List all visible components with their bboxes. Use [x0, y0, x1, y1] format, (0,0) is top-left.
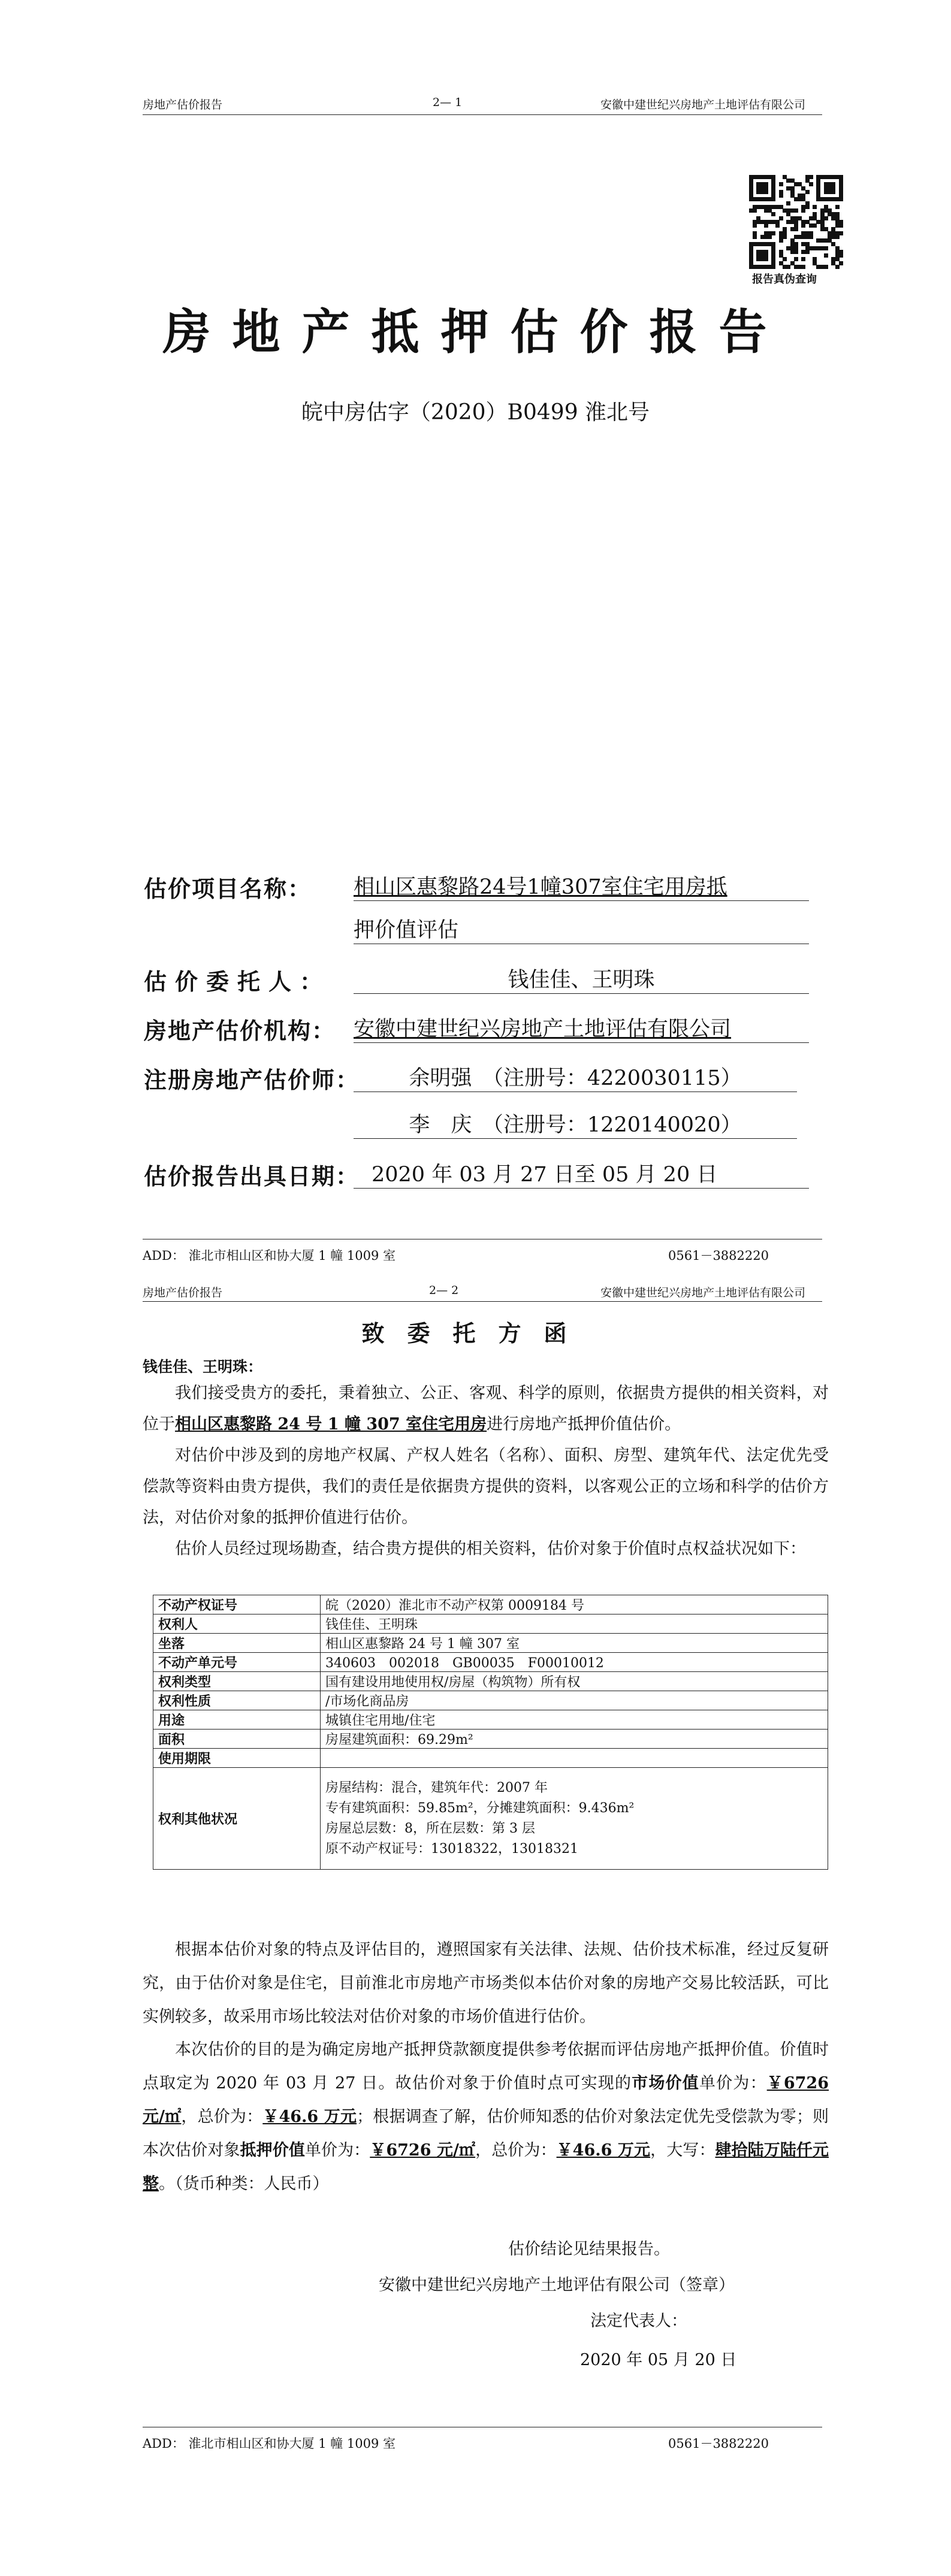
table-row — [153, 1749, 828, 1768]
table-row — [153, 1595, 828, 1614]
paragraph-3: 估价人员经过现场勘查，结合贵方提供的相关资料，估价对象于价值时点权益状况如下： — [175, 1540, 806, 1558]
page1-footer-phone: 0561－3882220 — [668, 1248, 769, 1263]
table-row — [153, 1634, 828, 1653]
report-date-value: 2020 年 03 月 27 日至 05 月 20 日 — [354, 1158, 809, 1189]
page1-header-right: 安徽中建世纪兴房地产土地评估有限公司 — [600, 98, 806, 111]
table-value-line: /市场化商品房 — [325, 1694, 409, 1709]
client-label: 估价委托人： — [144, 968, 331, 995]
unit-price-market: ￥6726 元/㎡ — [143, 2074, 829, 2126]
page2-header-left: 房地产估价报告 — [143, 1286, 223, 1299]
table-value-cell — [321, 1634, 828, 1653]
paragraph-4: 根据本估价对象的特点及评估目的，遵照国家有关法律、法规、估价技术标准，经过反复研究，由于估价对象是住宅，目前淮北市房地产市场类似本估价对象的房地产交易比较活跃，可比实例较多，故采用市场比较法对估价对象的市场价值进行估价。 — [143, 1940, 829, 2026]
table-key-cell: 用途 — [153, 1710, 321, 1730]
property-rights-table — [153, 1595, 828, 1870]
table-key-cell: 权利人 — [153, 1614, 321, 1634]
table-value-line: 房屋结构：混合，建筑年代：2007 年 — [325, 1780, 548, 1795]
report-title: 房地产抵押估价报告 — [162, 304, 789, 360]
table-row — [153, 1653, 828, 1672]
total-price-mortgage: ￥46.6 万元 — [556, 2141, 651, 2160]
page1-header-page-number: 2— 1 — [433, 96, 463, 109]
table-value-cell — [321, 1710, 828, 1730]
page2-footer-phone: 0561－3882220 — [668, 2436, 769, 2451]
table-value-cell — [321, 1614, 828, 1634]
table-value-cell — [321, 1595, 828, 1614]
page1-header-rule — [143, 114, 822, 115]
appraiser-2: 李 庆 （注册号：1220140020） — [354, 1108, 797, 1139]
table-key-cell: 不动产权证号 — [153, 1595, 321, 1614]
table-key-cell: 权利其他状况 — [153, 1768, 321, 1870]
price-in-words: 肆拾陆万陆仟元整 — [143, 2141, 829, 2193]
page1-header-left: 房地产估价报告 — [143, 98, 223, 111]
table-row — [153, 1614, 828, 1634]
agency-value: 安徽中建世纪兴房地产土地评估有限公司 — [354, 1012, 809, 1043]
client-value: 钱佳佳、王明珠 — [354, 963, 809, 994]
paragraph-5: 本次估价的目的是为确定房地产抵押贷款额度提供参考依据而评估房地产抵押价值。价值时点取定为 2020 年 03 月 27 日。故估价对象于价值时点可实现的市场价值单价为：￥6726 元/㎡，总价为：￥46.6 万元；根据调查了解，估价师知悉的估价对象法定优先受偿款为零；则本次估价对象抵押价值单价为：￥6726 元/㎡，总价为：￥46.6 万元，大写：肆拾陆万陆仟元整。（货币种类：人民币） — [143, 2040, 829, 2193]
page2-header-right: 安徽中建世纪兴房地产土地评估有限公司 — [600, 1286, 806, 1299]
table-value-cell — [321, 1749, 828, 1768]
project-name-value: 相山区惠黎路24号1幢307室住宅用房抵 — [354, 870, 809, 901]
table-key-cell: 权利类型 — [153, 1672, 321, 1691]
letter-title: 致委托方函 — [361, 1320, 590, 1347]
table-value-line: 房屋总层数：8，所在层数：第 3 层 — [325, 1821, 535, 1836]
table-key-cell: 权利性质 — [153, 1691, 321, 1710]
project-name-label: 估价项目名称： — [144, 875, 312, 902]
unit-price-mortgage: ￥6726 元/㎡ — [370, 2141, 476, 2160]
table-value-line: 房屋建筑面积：69.29m² — [325, 1733, 473, 1747]
page1-footer-address: ADD： 淮北市相山区和协大厦 1 幢 1009 室 — [143, 1248, 396, 1263]
project-name-value-line2: 押价值评估 — [354, 914, 809, 944]
appraiser-label: 注册房地产估价师： — [144, 1066, 360, 1093]
table-row — [153, 1672, 828, 1691]
table-value-line: 城镇住宅用地/住宅 — [325, 1713, 436, 1728]
table-row — [153, 1730, 828, 1749]
table-key-cell: 坐落 — [153, 1634, 321, 1653]
table-value-line: 原不动产权证号：13018322，13018321 — [325, 1841, 578, 1857]
table-key-cell: 使用期限 — [153, 1749, 321, 1768]
qr-code-image[interactable] — [749, 175, 843, 268]
table-value-line: 340603 002018 GB00035 F00010012 — [325, 1656, 604, 1671]
table-value-line: 皖（2020）淮北市不动产权第 0009184 号 — [325, 1598, 584, 1613]
table-value-line: 相山区惠黎路 24 号 1 幢 307 室 — [325, 1637, 520, 1652]
paragraph-2: 对估价中涉及到的房地产权属、产权人姓名（名称）、面积、房型、建筑年代、法定优先受偿款等资料由贵方提供，我们的责任是依据贵方提供的资料，以客观公正的立场和科学的估价方法，对估价对象的抵押价值进行估价。 — [143, 1446, 829, 1527]
letter-addressee: 钱佳佳、王明珠： — [143, 1358, 263, 1375]
closing-line: 估价结论见结果报告。 — [508, 2240, 670, 2258]
appraiser-1: 余明强 （注册号：4220030115） — [354, 1062, 797, 1092]
table-key-cell: 面积 — [153, 1730, 321, 1749]
table-row — [153, 1768, 828, 1870]
table-value-line: 钱佳佳、王明珠 — [325, 1617, 418, 1632]
page2-header-page-number: 2— 2 — [429, 1284, 459, 1297]
qr-caption: 报告真伪查询 — [752, 273, 817, 286]
page2-footer-address: ADD： 淮北市相山区和协大厦 1 幢 1009 室 — [143, 2436, 396, 2451]
company-signature: 安徽中建世纪兴房地产土地评估有限公司（签章） — [379, 2276, 735, 2294]
table-value-cell — [321, 1653, 828, 1672]
table-value-cell — [321, 1730, 828, 1749]
table-row — [153, 1710, 828, 1730]
page2-header-rule — [143, 1301, 822, 1302]
signature-date: 2020 年 05 月 20 日 — [580, 2351, 737, 2369]
paragraph-1: 我们接受贵方的委托，秉着独立、公正、客观、科学的原则，依据贵方提供的相关资料，对位于相山区惠黎路 24 号 1 幢 307 室住宅用房进行房地产抵押价值估价。 — [143, 1384, 829, 1434]
table-value-line: 专有建筑面积：59.85m²，分摊建筑面积：9.436m² — [325, 1800, 635, 1816]
table-value-cell — [321, 1768, 828, 1870]
table-key-cell: 不动产单元号 — [153, 1653, 321, 1672]
agency-label: 房地产估价机构： — [144, 1017, 336, 1044]
table-row — [153, 1691, 828, 1710]
report-date-label: 估价报告出具日期： — [144, 1163, 360, 1190]
total-price-market: ￥46.6 万元 — [262, 2108, 357, 2126]
legal-representative: 法定代表人： — [590, 2312, 687, 2330]
report-number: 皖中房估字（2020）B0499 淮北号 — [301, 400, 650, 425]
table-value-cell — [321, 1672, 828, 1691]
table-value-line: 国有建设用地使用权/房屋（构筑物）所有权 — [325, 1675, 581, 1690]
table-value-cell — [321, 1691, 828, 1710]
